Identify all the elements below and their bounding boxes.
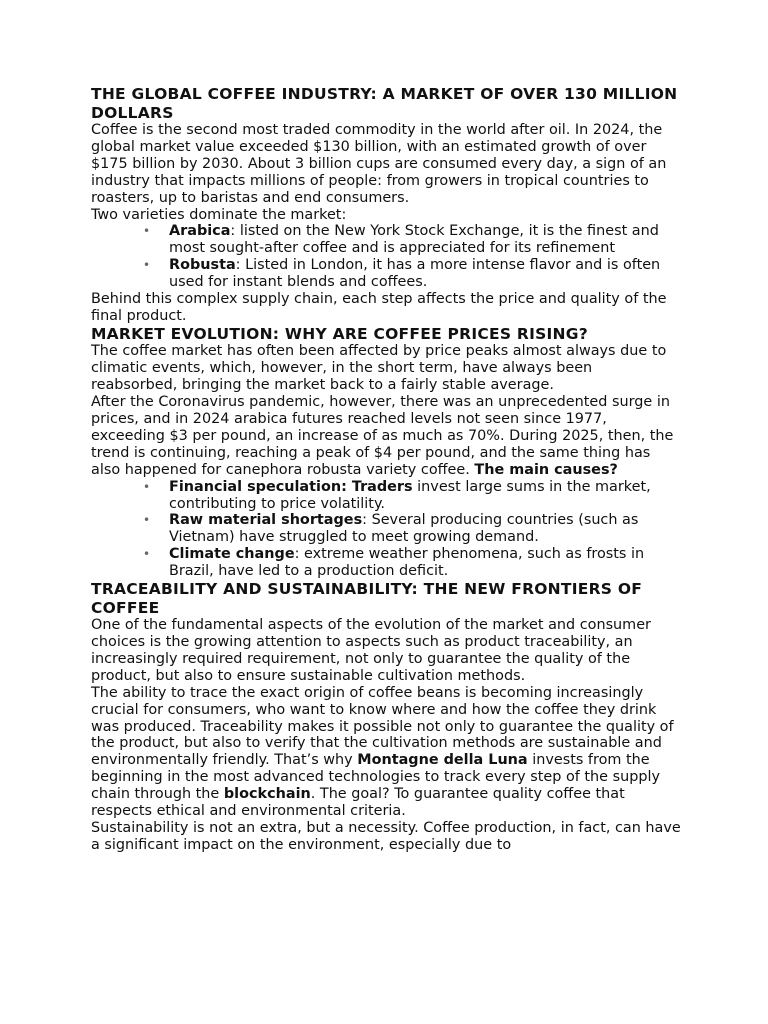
list-item-robusta xyxy=(91,257,683,291)
section-heading-market-evolution: MARKET EVOLUTION: WHY ARE COFFEE PRICES RISING? xyxy=(91,324,588,343)
bullet-icon: • xyxy=(143,224,151,239)
list-item-shortages xyxy=(91,512,683,546)
term-shortages: Raw material shortages xyxy=(169,512,363,529)
text-speculation: invest large sums in the market, contributing to price volatility. xyxy=(169,478,651,512)
brand-name: Montagne della Luna xyxy=(357,752,528,769)
text-climate: : extreme weather phenomena, such as frosts in Brazil, have led to a production deficit. xyxy=(169,546,645,580)
term-climate: Climate change xyxy=(169,546,295,563)
paragraph-pandemic-surge xyxy=(91,394,683,479)
origin-text-a: The ability to trace the exact origin of coffee beans is becoming increasingly crucial for consumers, who want to know where and how the coffee they drink was produced. Traceability makes it possible not only to guarantee the quality of the product, but also to verify that the cultivation methods are sustainable and environmentally friendly. That’s why xyxy=(91,684,674,769)
text-robusta: : Listed in London, it has a more intense flavor and is often used for instant blends and coffees. xyxy=(169,257,661,291)
bullet-icon: • xyxy=(143,547,151,562)
paragraph-origin-tracing xyxy=(91,685,683,820)
text-shortages: : Several producing countries (such as Vietnam) have struggled to meet growing demand. xyxy=(169,512,639,546)
list-item-climate xyxy=(91,546,683,580)
origin-text-c: . The goal? To guarantee quality coffee that respects ethical and environmental criteria. xyxy=(91,786,625,820)
pandemic-text: After the Coronavirus pandemic, however, there was an unprecedented surge in prices, and in 2024 arabica futures reached levels not seen since 1977, exceeding $3 per pound, an increase of as much as 70%. During 2025, then, the trend is continuing, reaching a peak of $4 per pound, and the same thing has also happened for canephora robusta variety coffee. xyxy=(91,394,674,478)
paragraph-supply-chain: Behind this complex supply chain, each step affects the price and quality of the final product. xyxy=(91,291,667,324)
document-page xyxy=(91,85,683,854)
paragraph-intro: Coffee is the second most traded commodity in the world after oil. In 2024, the global market value exceeded $130 billion, with an estimated growth of over $175 billion by 2030. About 3 billion cups are consumed every day, a sign of an industry that impacts millions of people: from growers in tropical countries to roasters, up to baristas and end consumers. xyxy=(91,122,667,206)
list-item-speculation xyxy=(91,479,683,513)
term-speculation: Financial speculation: Traders xyxy=(169,478,413,495)
paragraph-sustainability: Sustainability is not an extra, but a necessity. Coffee production, in fact, can have a significant impact on the environment, especially due to xyxy=(91,819,681,853)
list-item-arabica xyxy=(91,223,683,257)
bullet-icon: • xyxy=(143,479,151,494)
blockchain-term: blockchain xyxy=(223,786,311,803)
term-robusta: Robusta xyxy=(169,257,236,274)
bullet-icon: • xyxy=(143,513,151,528)
origin-text-b: invests from the beginning in the most advanced technologies to track every step of the supply chain through the xyxy=(91,752,660,803)
causes-list xyxy=(91,479,683,580)
section-heading-global-industry: THE GLOBAL COFFEE INDUSTRY: A MARKET OF OVER 130 MILLION DOLLARS xyxy=(91,85,678,122)
term-arabica: Arabica xyxy=(169,223,231,240)
bullet-icon: • xyxy=(143,258,151,273)
main-causes-label: The main causes? xyxy=(474,461,618,478)
paragraph-price-peaks: The coffee market has often been affected by price peaks almost always due to climatic events, which, however, in the short term, have always been reabsorbed, bringing the market back to a fairly stable average. xyxy=(91,343,667,394)
varieties-list xyxy=(91,223,683,291)
paragraph-traceability-intro: One of the fundamental aspects of the evolution of the market and consumer choices is the growing attention to aspects such as product traceability, an increasingly required requirement, not only to guarantee the quality of the product, but also to ensure sustainable cultivation methods. xyxy=(91,617,651,684)
section-heading-traceability: TRACEABILITY AND SUSTAINABILITY: THE NEW FRONTIERS OF COFFEE xyxy=(91,580,643,617)
text-arabica: : listed on the New York Stock Exchange, it is the finest and most sought-after coffee and is appreciated for its refinement xyxy=(169,223,659,257)
paragraph-varieties-intro: Two varieties dominate the market: xyxy=(91,206,347,223)
